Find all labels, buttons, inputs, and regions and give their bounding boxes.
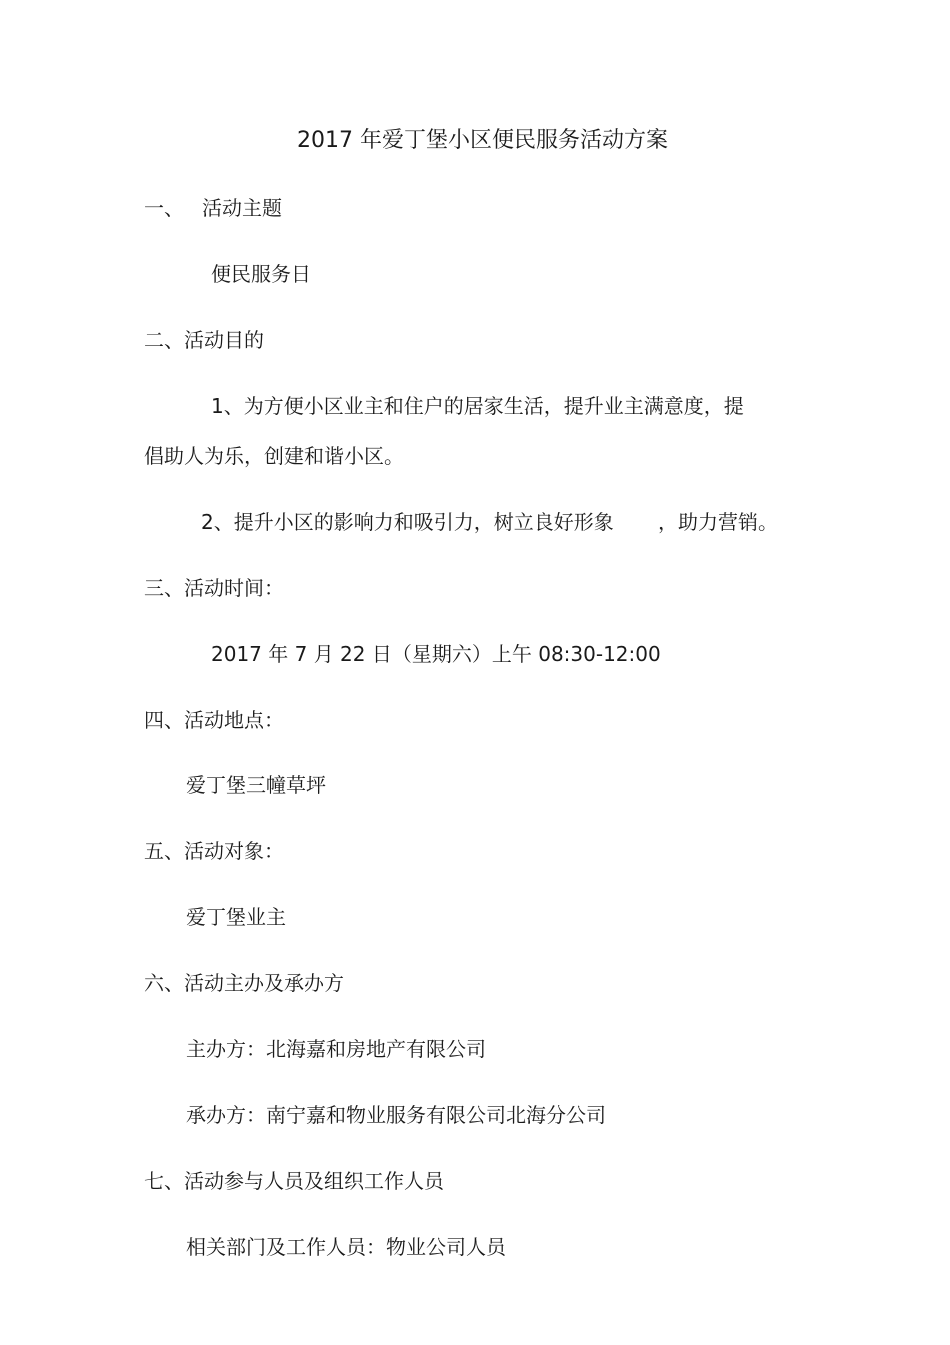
section-4-heading: 四、活动地点：	[144, 708, 284, 732]
section-6-organizer: 主办方：北海嘉和房地产有限公司	[186, 1037, 486, 1061]
section-3-body: 2017 年 7 月 22 日（星期六）上午 08:30-12:00	[211, 642, 661, 666]
section-1-number: 一、	[144, 196, 184, 220]
section-4-body: 爱丁堡三幢草坪	[186, 773, 326, 797]
section-1-heading: 活动主题	[202, 196, 282, 220]
section-2-para2-part1: 2、提升小区的影响力和吸引力，树立良好形象	[201, 510, 614, 534]
section-2-para1-line1: 1、为方便小区业主和住户的居家生活，提升业主满意度，提	[211, 394, 744, 418]
section-7-body: 相关部门及工作人员：物业公司人员	[186, 1235, 506, 1259]
section-2-heading: 二、活动目的	[144, 328, 264, 352]
section-7-heading: 七、活动参与人员及组织工作人员	[144, 1169, 444, 1193]
section-5-body: 爱丁堡业主	[186, 905, 286, 929]
section-6-contractor: 承办方：南宁嘉和物业服务有限公司北海分公司	[186, 1103, 606, 1127]
section-5-heading: 五、活动对象：	[144, 839, 284, 863]
section-6-heading: 六、活动主办及承办方	[144, 971, 344, 995]
section-3-heading: 三、活动时间：	[144, 576, 284, 600]
section-1-body: 便民服务日	[211, 262, 311, 286]
section-2-para1-line2: 倡助人为乐，创建和谐小区。	[144, 444, 404, 468]
document-title: 2017 年爱丁堡小区便民服务活动方案	[297, 128, 668, 153]
section-2-para2-part2: ，助力营销。	[658, 510, 778, 534]
